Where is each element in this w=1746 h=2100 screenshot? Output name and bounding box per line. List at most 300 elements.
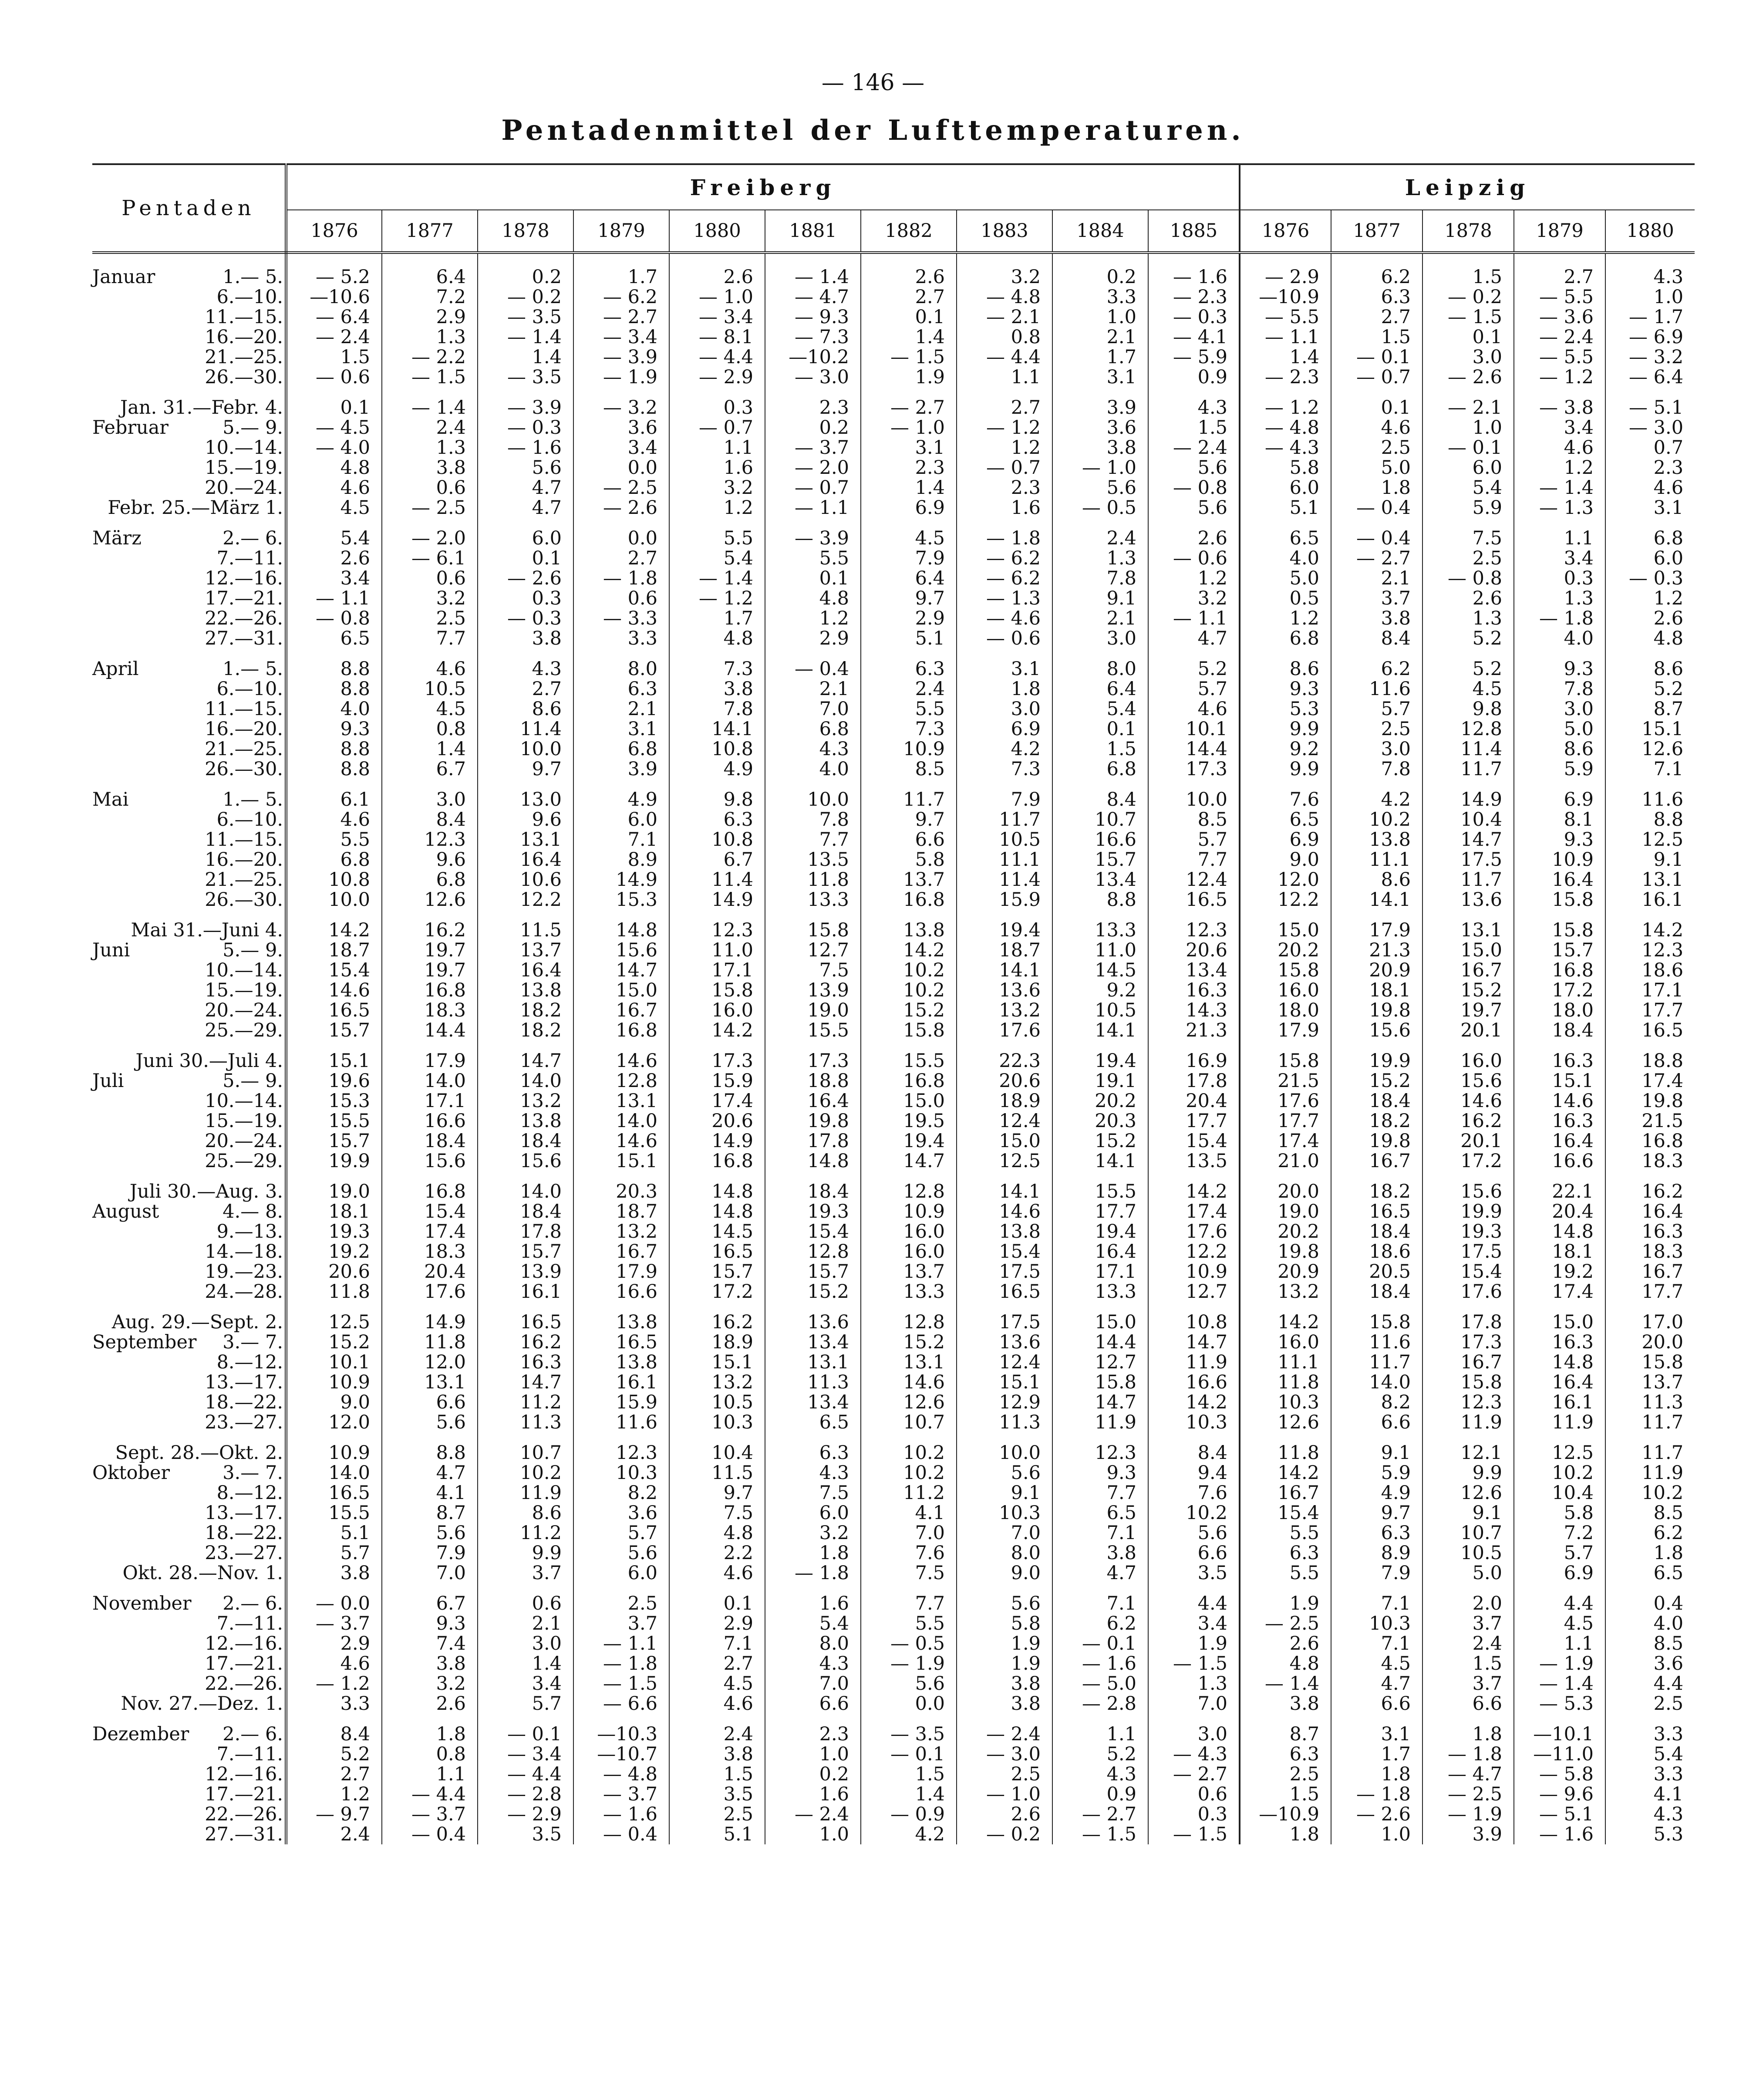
pentade-month: Oktober [92,1462,170,1484]
spacer-cell [478,779,573,790]
spacer-cell [92,1302,286,1312]
pentade-label-line [92,790,283,810]
pentade-label [92,1352,286,1372]
spacer-cell [861,910,957,920]
spacer-cell [1148,518,1240,528]
value-cell: 6.3 [1240,1543,1331,1563]
value-cell: 1.5 [669,1764,765,1784]
spacer-cell [286,1040,382,1051]
year-header-freiberg-1880: 1880 [669,210,765,253]
pentade-label [92,1182,286,1202]
value-cell: 3.0 [957,699,1052,719]
value-cell: 1.8 [1422,1724,1514,1744]
pentade-label [92,1634,286,1654]
value-cell: 1.3 [1422,608,1514,628]
value-cell: 6.6 [1148,1543,1240,1563]
table-row [92,1443,1695,1463]
pentade-month [92,1483,192,1503]
value-cell: 3.8 [382,458,478,478]
value-cell: 1.0 [765,1824,861,1844]
value-cell: 2.6 [1422,588,1514,608]
spacer-cell [1240,648,1331,659]
value-cell: — 0.2 [478,287,573,307]
pentade-label-layout [92,659,283,679]
value-cell: 17.3 [1148,759,1240,779]
table-row [92,588,1695,608]
value-cell: — 1.2 [286,1674,382,1694]
spacer-cell [573,518,669,528]
value-cell: 0.1 [765,568,861,588]
value-cell: 5.6 [1148,498,1240,518]
pentade-label-layout [92,1674,283,1694]
value-cell: 3.3 [1653,1763,1684,1785]
value-cell: 2.6 [861,267,957,287]
table-row [92,1654,1695,1674]
value-cell: 14.6 [957,1202,1052,1222]
spacer-cell [1422,387,1514,398]
value-cell: 6.5 [1240,528,1331,548]
value-cell: 2.7 [286,1764,382,1784]
pentade-label-layout [92,528,283,548]
spacer-cell [957,779,1052,790]
value-cell: 15.1 [1514,1071,1605,1091]
pentade-month: Dezember [92,1723,189,1745]
pentade-month [92,1000,192,1020]
value-cell: — 0.3 [478,608,573,628]
pentade-label-layout [92,478,283,498]
spacer-cell [1240,1583,1331,1594]
value-cell: 2.7 [861,287,957,307]
value-cell: 10.9 [861,739,957,759]
value-cell: 10.3 [957,1503,1052,1523]
value-cell: — 2.5 [1240,1614,1331,1634]
value-cell: 8.4 [286,1724,382,1744]
spacer-cell [1605,387,1695,398]
spacer-cell [861,1583,957,1594]
value-cell: 9.3 [382,1614,478,1634]
value-cell: — 0.9 [861,1804,957,1824]
value-cell: 13.2 [669,1372,765,1392]
value-cell: — 0.1 [861,1744,957,1764]
pentade-label-layout [92,1614,283,1634]
value-cell: 6.9 [957,719,1052,739]
value-cell: 8.4 [1052,790,1148,810]
pentade-label-line [92,920,283,940]
value-cell: 3.1 [1331,1724,1422,1744]
table-row [92,1242,1695,1262]
value-cell: 1.4 [382,739,478,759]
pentade-range: 17.—21. [205,1653,283,1675]
pentade-label [92,307,286,327]
pentade-label [92,920,286,940]
spacer-cell [1605,910,1695,920]
pentade-label-line [92,458,283,478]
value-cell: 5.0 [1240,568,1331,588]
spacer-cell [478,1302,573,1312]
pentade-label-line [92,327,283,347]
value-cell: 14.2 [1148,1392,1240,1412]
temperature-table-container [92,163,1684,1845]
pentade-range: 20.—24. [205,999,283,1021]
value-cell: 2.4 [861,679,957,699]
value-cell: 17.2 [669,1282,765,1302]
value-cell: —10.6 [286,287,382,307]
pentade-range: 23.—27. [205,1542,283,1564]
value-cell: 19.4 [957,920,1052,940]
value-cell: 15.8 [1514,920,1605,940]
value-cell: 7.9 [861,548,957,568]
value-cell: 11.7 [1422,759,1514,779]
pentade-label [92,1222,286,1242]
value-cell: 6.4 [861,568,957,588]
value-cell: 11.4 [669,870,765,890]
value-cell: — 2.6 [573,498,669,518]
value-cell: 19.0 [765,1000,861,1020]
spacer-cell [669,1583,765,1594]
spacer-cell [1331,518,1422,528]
value-cell: 5.2 [1422,659,1514,679]
value-cell: — 1.8 [765,1563,861,1583]
spacer-cell [765,1171,861,1182]
spacer-cell [286,387,382,398]
value-cell: 5.4 [669,548,765,568]
pentade-range: 15.—19. [205,979,283,1001]
value-cell: —10.7 [573,1744,669,1764]
pentade-label-line [92,940,283,960]
spacer-cell [861,1714,957,1724]
pentade-label-layout [92,1503,283,1523]
spacer-cell [1422,648,1514,659]
pentade-range: 16.—20. [205,326,283,348]
spacer-cell [1240,1714,1331,1724]
value-cell: 15.7 [1052,850,1148,870]
value-cell: 3.9 [1052,398,1148,418]
value-cell: 6.8 [286,850,382,870]
pentade-label-line [92,810,283,830]
value-cell: 12.8 [861,1182,957,1202]
spacer-cell [1331,253,1422,267]
value-cell: 3.3 [1052,287,1148,307]
spacer-cell [1605,1432,1695,1443]
value-cell: — 4.6 [957,608,1052,628]
pentade-month [92,679,192,699]
value-cell: 12.3 [1148,920,1240,940]
pentade-label-layout [92,1463,283,1483]
spacer-cell [669,253,765,267]
value-cell: 8.2 [573,1483,669,1503]
table-row [92,1824,1695,1844]
pentade-month [92,1392,192,1412]
pentade-range: 5.— 9. [222,417,283,439]
value-cell: — 3.0 [957,1744,1052,1764]
value-cell: 7.8 [1052,568,1148,588]
value-cell: — 3.5 [861,1724,957,1744]
pentade-month [92,1372,192,1392]
pentade-month [92,810,192,830]
value-cell: 16.8 [861,890,957,910]
table-row [92,1563,1695,1583]
pentade-label-line [92,628,283,648]
value-cell: 5.4 [1653,1743,1684,1765]
pentade-label [92,1443,286,1463]
value-cell: 15.1 [573,1151,669,1171]
pentade-label-line [92,1463,283,1483]
value-cell: 10.3 [1331,1614,1422,1634]
value-cell: 17.9 [573,1262,669,1282]
value-cell: — 0.7 [957,458,1052,478]
pentade-label [92,679,286,699]
value-cell: 15.7 [669,1262,765,1282]
value-cell: 8.9 [573,850,669,870]
spacer-cell [286,1171,382,1182]
value-cell: 0.9 [1052,1784,1148,1804]
pentade-month [92,438,192,458]
value-cell: 18.2 [478,1020,573,1040]
pentade-label-line [92,1543,283,1563]
value-cell: 11.7 [957,810,1052,830]
value-cell: 16.6 [573,1282,669,1302]
value-cell: 3.8 [669,679,765,699]
value-cell: 12.3 [1642,939,1684,961]
value-cell: 16.4 [765,1091,861,1111]
value-cell: 16.7 [573,1242,669,1262]
value-cell: 16.8 [382,1182,478,1202]
spacer-row [92,1583,1695,1594]
value-cell: 14.2 [861,940,957,960]
year-header-freiberg-1883: 1883 [957,210,1052,253]
value-cell: 19.8 [1240,1242,1331,1262]
value-cell: 4.1 [1653,1783,1684,1805]
value-cell: 3.8 [1240,1694,1331,1714]
value-cell: 4.2 [861,1824,957,1844]
value-cell: — 6.6 [573,1694,669,1714]
value-cell: 5.1 [1240,498,1331,518]
pentade-label-line [92,1412,283,1432]
value-cell: 7.7 [861,1594,957,1614]
value-cell: 15.4 [286,960,382,980]
value-cell: 0.0 [573,458,669,478]
pentade-month [92,1824,192,1844]
value-cell: 12.5 [286,1312,382,1332]
value-cell: 0.6 [478,1594,573,1614]
value-cell: 3.2 [669,478,765,498]
pentade-label [92,1594,286,1614]
table-row [92,628,1695,648]
value-cell: 0.2 [765,1764,861,1784]
value-cell: 3.2 [765,1523,861,1543]
value-cell: 14.0 [382,1071,478,1091]
value-cell: 10.9 [861,1202,957,1222]
table-row [92,458,1695,478]
value-cell: 15.4 [382,1202,478,1222]
table-row [92,1151,1695,1171]
value-cell: 11.5 [669,1463,765,1483]
value-cell: 1.5 [1422,1654,1514,1674]
group-header-freiberg: Freiberg [286,164,1240,210]
value-cell: 10.7 [1052,810,1148,830]
value-cell: 18.2 [1331,1182,1422,1202]
pentade-label-layout [92,1543,283,1563]
spacer-cell [1514,387,1605,398]
value-cell: — 0.6 [1148,548,1240,568]
value-cell: 3.2 [382,1674,478,1694]
value-cell: 4.9 [573,790,669,810]
spacer-cell [861,779,957,790]
spacer-cell [765,387,861,398]
pentade-label-layout [92,890,283,910]
value-cell: —10.9 [1240,1804,1331,1824]
value-cell: 6.8 [573,739,669,759]
value-cell: 2.7 [478,679,573,699]
pentade-range: 3.— 7. [222,1462,283,1484]
value-cell: 8.1 [1514,810,1605,830]
spacer-cell [1240,387,1331,398]
value-cell: 0.8 [957,327,1052,347]
value-cell: 20.3 [1052,1111,1148,1131]
value-cell: — 0.3 [1148,307,1240,327]
value-cell: 10.4 [1422,810,1514,830]
spacer-cell [1331,648,1422,659]
spacer-cell [382,1583,478,1594]
spacer-cell [573,387,669,398]
value-cell: — 4.4 [478,1764,573,1784]
value-cell: 12.4 [1148,870,1240,890]
year-header-freiberg-1876: 1876 [286,210,382,253]
value-cell: 2.5 [573,1594,669,1614]
pentade-label [92,1131,286,1151]
table-row [92,287,1695,307]
value-cell: 5.2 [1422,628,1514,648]
value-cell: — 3.0 [1629,417,1684,439]
spacer-cell [478,1714,573,1724]
value-cell: 12.6 [1642,738,1684,760]
value-cell: 3.8 [669,1744,765,1764]
value-cell: 7.0 [765,1674,861,1694]
table-row [92,759,1695,779]
value-cell: 6.0 [765,1503,861,1523]
value-cell: 11.6 [573,1412,669,1432]
value-cell: 3.7 [478,1563,573,1583]
pentade-label-line [92,699,283,719]
value-cell: 16.8 [573,1020,669,1040]
value-cell: 8.6 [1331,870,1422,890]
value-cell: 5.9 [1514,759,1605,779]
value-cell: — 3.6 [1514,307,1605,327]
value-cell: 3.4 [573,438,669,458]
spacer-cell [1240,1171,1331,1182]
value-cell: 2.3 [861,458,957,478]
value-cell: 2.1 [1052,608,1148,628]
spacer-cell [92,1432,286,1443]
value-cell: 6.3 [861,659,957,679]
value-cell: 16.0 [861,1222,957,1242]
value-cell: 7.1 [1331,1634,1422,1654]
value-cell: —10.9 [1240,287,1331,307]
value-cell: 11.1 [1240,1352,1331,1372]
value-cell: 18.1 [286,1202,382,1222]
pentade-label [92,960,286,980]
value-cell: — 0.3 [1629,567,1684,589]
value-cell: 12.6 [1422,1483,1514,1503]
value-cell: 15.8 [1331,1312,1422,1332]
pentade-label-line [92,1051,283,1071]
pentade-month [92,478,192,498]
value-cell: 1.1 [382,1764,478,1784]
value-cell: 18.4 [765,1182,861,1202]
spacer-cell [765,1302,861,1312]
value-cell: 13.3 [1052,1282,1148,1302]
spacer-cell [478,1583,573,1594]
pentade-label-layout [92,438,283,458]
value-cell: — 2.4 [1148,438,1240,458]
value-cell: 14.4 [1052,1332,1148,1352]
value-cell: 8.0 [1052,659,1148,679]
value-cell: 8.6 [1514,739,1605,759]
pentade-label [92,1523,286,1543]
value-cell: 11.2 [478,1392,573,1412]
value-cell: — 1.0 [861,418,957,438]
value-cell: 1.7 [669,608,765,628]
value-cell: 18.4 [1331,1222,1422,1242]
value-cell: 16.7 [1642,1261,1684,1283]
value-cell: — 2.5 [1422,1784,1514,1804]
value-cell: 16.8 [861,1071,957,1091]
spacer-cell [92,779,286,790]
spacer-cell [1331,1040,1422,1051]
value-cell: — 2.0 [382,528,478,548]
value-cell: 11.7 [861,790,957,810]
value-cell: 14.2 [1642,919,1684,941]
value-cell: — 2.6 [1422,367,1514,387]
pentade-label [92,759,286,779]
value-cell: 4.1 [861,1503,957,1523]
spacer-cell [669,387,765,398]
pentade-label-line [92,890,283,910]
pentade-label-line [92,1282,283,1302]
value-cell: — 1.2 [669,588,765,608]
year-header-freiberg-1877: 1877 [382,210,478,253]
value-cell: — 1.5 [1148,1654,1240,1674]
value-cell: — 2.7 [1052,1804,1148,1824]
table-row [92,1594,1695,1614]
value-cell: 15.4 [1422,1262,1514,1282]
value-cell: 10.0 [765,790,861,810]
value-cell: 22.3 [957,1051,1052,1071]
value-cell: 16.1 [478,1282,573,1302]
pentade-month [92,699,192,719]
value-cell: 20.1 [1422,1020,1514,1040]
value-cell: 4.7 [1331,1674,1422,1694]
value-cell: 14.8 [573,920,669,940]
value-cell: — 6.9 [1629,326,1684,348]
year-header-leipzig-1880: 1880 [1605,210,1695,253]
value-cell: 2.9 [382,307,478,327]
pentade-range: 10.—14. [205,437,283,459]
value-cell: 11.4 [478,719,573,739]
value-cell: 9.9 [1240,719,1331,739]
pentade-range: 16.—20. [205,718,283,740]
spacer-cell [1514,1714,1605,1724]
value-cell: 2.1 [765,679,861,699]
value-cell: 14.8 [765,1151,861,1171]
spacer-cell [92,648,286,659]
value-cell: 10.7 [478,1443,573,1463]
value-cell: 1.2 [1240,608,1331,628]
value-cell: 19.3 [1422,1222,1514,1242]
pentade-label [92,1412,286,1432]
pentade-label [92,1674,286,1694]
table-row [92,1282,1695,1302]
